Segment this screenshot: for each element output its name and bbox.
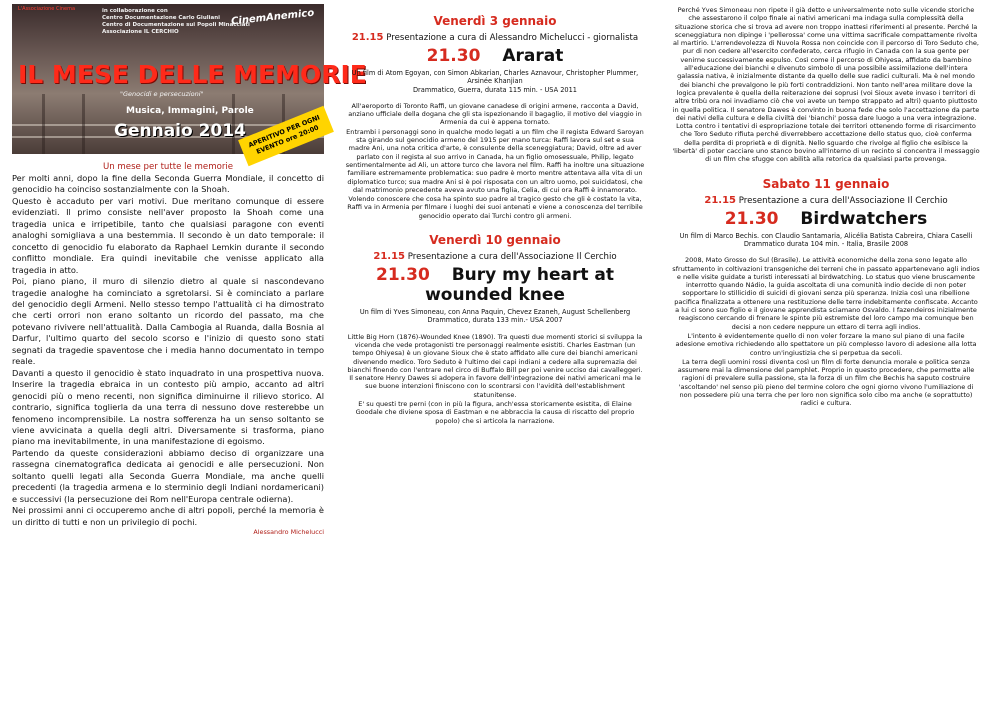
synopsis-paragraph: Little Big Horn (1876)-Wounded Knee (1890). Tra questi due momenti storici si sviluppa la vicenda che vede protagonisti tre personaggi realmente esistiti. Charles Eastman (un tempo Ohiyesa) è un giovane Sioux che è stato affidato alle cure dei bianchi americani divenendo medico. Toro Seduto è l'ultimo dei capi indiani a cedere alla supremazia dei bianchi finendo con l'entrare nel circo di Buffalo Bill per poi venire ucciso dai cavalleggeri. Il senatore Henry Dawes si adopera in favore dell'integrazione dei nativi americani ma le sue buone intenzioni finiscono con lo scontrarsi con l'avidità dell'establishment statunitense. (347, 332, 643, 399)
intro-paragraph: Per molti anni, dopo la fine della Seconda Guerra Mondiale, il concetto di genocidio ha coinciso sostanzialmente con la Shoah. (12, 173, 324, 195)
intro-paragraph: Davanti a questo il genocidio è stato inquadrato in una prospettiva nuova. Inserire la tragedia ebraica in un contesto più ampio, accanto ad altri genocidi più o meno recenti, non significa diminuirne il rilievo storico. Al contrario, significa toglierla da una terra di nessuno dove resterebbe un fenomeno incomprensibile. La nostra sofferenza ha un senso soltanto se viene avvicinata a quella degli altri. Diversamente si trasforma, piano piano ma inevitabilmente, in una manifestazione di egoismo. (12, 367, 324, 447)
poster-date: Gennaio 2014 (114, 121, 246, 141)
film-credits: Un film di Atom Egoyan, con Simon Abkarian, Charles Aznavour, Christopher Plummer, Arsinée Khanjian (351, 69, 639, 86)
film-heading-1 (345, 46, 645, 66)
film-time: 21.30 (376, 265, 430, 286)
intro-text (12, 173, 324, 528)
intro-paragraph: Poi, piano piano, il muro di silenzio dietro al quale si nascondevano tragedie analoghe ha cominciato a sgretolarsi. Si è cominciato a parlare del genocidio degli Armeni. Nello stesso tempo l'attualità ci ha dimostrato che certi orrori non erano soltanto un ricordo del passato, ma che potevano rivivere nell'attualità. Dalla Cambogia al Ruanda, dalla Bosnia al Darfur, l'ultimo quarto del secolo scorso e l'inizio di questo sono stati segnati da tragedie spaventose che i media hanno documentato in tempo reale. (12, 276, 324, 367)
film-title: Ararat (502, 46, 564, 66)
signature: Alessandro Michelucci (253, 528, 324, 537)
film-time: 21.30 (426, 46, 481, 66)
synopsis-paragraph: Perché Yves Simoneau non ripete il già detto e universalmente noto sulle vicende storiche che assestarono il colpo finale ai nativi americani ma indaga sulla complessità della situazione storica che si trova ad avere non troppo inattesi riferimenti al presente. Perché la sceneggiatura non dipinge i 'pellerossa' come una vittima sacrificale compattamente rivolta al martirio. L'arrendevolezza di Nuvola Rossa non coincide con il percorso di Toro Seduto che, pur di non cedere all'esercito confederato, cerca rifugio in Canada con la sua gente per venirne successivamente espulso. Così come il percorso di Ohiyesa, affidato da bambino all'educazione dei bianchi e divenuto simbolo di una possibile assimilazione dell'intera galassia nativa, è inizialmente distante da quello delle sue radici culturali. Ma è nel mondo dei bianchi che prevalgono le più forti contraddizioni. Non tanto nell'area militare dove la logica prevalente è quella della reiterazione dei soprusi (voi Sioux avete invaso i territori di altre tribù ora noi invadiamo ciò che voi avete un tempo strappato ad altri) quanto piuttosto in quella politica. Il senatore Dawes è convinto in buona fede che solo l'accettazione da parte dei nativi della cultura e della civiltà dei 'bianchi' possa dare luogo a una vera integrazione. Lotta contro i tentativi di espropriazione totale dei territori ottenendo forme di risarcimento che Toro Seduto rifiuta perché diverrebbero accettazione dello status quo, cioè conferma della perdita di proprietà e di dignità. Nello sguardo che rivolge al figlio che esibisce la 'libertà' di poter cacciare uno stanco bovino all'interno di un recinto si concentra il messaggio di un film che sfugge con abilità alla retorica da qualsiasi parte provenga. (672, 6, 980, 164)
film-time: 21.30 (724, 208, 779, 229)
synopsis-paragraph: Volendo conoscere che cosa ha spinto suo padre al tragico gesto che gli è costato la vita, Raffi va in Armenia per filmare i luoghi dei suoi antenati e viene a conoscenza del terribile genocidio operato dai Turchi contro gli armeni. (347, 195, 643, 220)
film-heading-3 (672, 209, 980, 229)
synopsis-paragraph: La terra degli uomini rossi diventa così un film di forte denuncia morale e politica senza assumere mai la dimensione del pamphlet. Proprio in questo procedere, che permette alle ragioni di prevalere sulla passione, sta la forza di un film che Bechis ha saputo costruire 'ascoltando' nel senso più pieno del termine coloro che ogni giorno vivono l'umiliazione di non possedere più una terra che per loro non significa solo cibo ma anche (e soprattutto) radici e cultura. (677, 357, 975, 408)
presentation-time: 21.15 (373, 251, 405, 263)
film-details: Drammatico, durata 133 min.- USA 2007 (427, 316, 563, 325)
film-synopsis-2 (345, 333, 645, 425)
intro-paragraph: Partendo da queste considerazioni abbiamo deciso di organizzare una rassegna cinematografica dedicata ai genocidi e alle persecuzioni. Non soltanto quelli legati alla Seconda Guerra Mondiale, ma anche quelli precedenti (la tragedia armena e lo sterminio degli Indiani nordamericani) e successivi (la persecuzione dei Rom nell'Europa centrale odierna). (12, 447, 324, 504)
film-heading-2 (345, 265, 645, 305)
film-credits: Un film di Marco Bechis. con Claudio Santamaria, Alicélia Batista Cabreira, Chiara Caselli (679, 231, 973, 240)
cinema-logo: CinemAnemico (230, 7, 315, 28)
synopsis-paragraph: L'intento è evidentemente quello di non voler forzare la mano sul piano di una facile adesione emotiva richiedendo allo spettatore un più complesso lavoro di adesione alla lotta contro un'ingiustizia che si perpetua da secoli. (675, 331, 977, 357)
presentation-line-1 (345, 32, 645, 44)
poster-title: IL MESE DELLE MEMORIE (18, 60, 367, 89)
film-credits: Un film di Yves Simoneau, con Anna Paquin, Chevez Ezaneh, August Schellenberg (359, 308, 631, 317)
presentation-text: Presentazione a cura dell'Associazione Il Cerchio (738, 195, 948, 206)
film-details: Drammatico, Guerra, durata 115 min. - USA 2011 (412, 85, 577, 94)
column-intro (12, 0, 367, 701)
film-title: Bury my heart at wounded knee (425, 265, 614, 306)
presentation-line-2 (345, 251, 645, 263)
poster-subtitle: "Genocidi e persecuzioni" (120, 90, 204, 98)
poster-tiny-line: L'Associazione Cinema (18, 6, 76, 12)
presentation-line-3 (672, 195, 980, 207)
column-events-2 (672, 0, 980, 701)
film-synopsis-3 (672, 256, 980, 407)
film-synopsis-1 (345, 102, 645, 220)
presentation-time: 21.15 (704, 194, 736, 206)
event-day-3: Sabato 11 gennaio (762, 176, 890, 191)
event-day-2: Venerdì 10 gennaio (429, 233, 561, 248)
film-synopsis-2-continued (672, 6, 980, 164)
presentation-text: Presentazione a cura di Alessandro Michelucci - giornalista (386, 33, 639, 43)
presentation-text: Presentazione a cura dell'Associazione Il Cerchio (407, 252, 617, 263)
synopsis-paragraph: E' su questi tre perni (con in più la figura, anch'essa storicamente esistita, di Elaine Goodale che diviene sposa di Eastman e ne abbraccia la causa di riscatto del proprio popolo) che si articola la narrazione. (355, 400, 635, 425)
intro-paragraph: Nei prossimi anni ci occuperemo anche di altri popoli, perché la memoria è un diritto di tutti e non un privilegio di pochi. (12, 505, 324, 527)
intro-lead: Un mese per tutte le memorie (102, 162, 234, 172)
synopsis-paragraph: Entrambi i personaggi sono in qualche modo legati a un film che il regista Edward Saroyan sta girando sul genocidio armeno del 1915 per mano turca: Raffi lavora sul set e sua madre Ani, una nota critica d'arte, è consulente della sceneggiatura; David, oltre ad aver parlato con il regista al suo arrivo in Canada, ha un figlio omosessuale, Philip, legato sentimentalmente ad Ali, un attore turco che lavora nel film. Raffi ha inoltre una situazione familiare estremamente problematica: suo padre è morto mentre attentava alla vita di un diplomatico turco; sua madre Ani si è poi risposata con un altro uomo, poi suicidatosi, che dal matrimonio precedente aveva avuto una figlia, Celia, di cui ora Raffi è innamorato. (345, 127, 645, 194)
intro-paragraph: Questo è accaduto per vari motivi. Due meritano comunque di essere evidenziati. Il primo consiste nell'aver proposto la Shoah come una tragedia unica e irripetibile, tanto che qualsiasi paragone con eventi analoghi somigliava a una bestemmia. Il secondo è un dato temporale: il concetto di genocidio fu elaborato da Raphael Lemkin durante il secondo conflitto mondiale. Era quindi inevitabile che venisse applicato alla tragedia in atto. (12, 195, 324, 275)
synopsis-paragraph: All'aeroporto di Toronto Raffi, un giovane canadese di origini armene, racconta a David, anziano ufficiale della dogana che gli sta ispezionando il bagaglio, il motivo del viaggio in Armenia da cui è appena tornato. (348, 101, 642, 127)
poster-banner (12, 4, 367, 156)
synopsis-paragraph: 2008, Mato Grosso do Sul (Brasile). Le attività economiche della zona sono legate allo sfruttamento in coltivazioni transgeniche dei terreni che in passato appartenevano agli indios e nelle visite guidate a turisti interessati al birdwatching. Lo status quo viene bruscamente interrotto quando Nádio, la guida ascoltata di una comunità indio decide di non poter sopportare lo stillicidio di suicidi di giovani senza più speranza. Inizia così una ribellione pacifica finalizzata a ottenere una restituzione delle terre indebitamente confiscate. Accanto a lui ci sono suo figlio e il giovane apprendista sciamano Osvaldo. I fazendeiros inizialmente reagiscono cercando di frenare le spinte più estremiste del loro campo ma comunque ben decisi a non cedere neppure un ettaro di terra agli indios. (672, 256, 980, 331)
column-events-1 (345, 0, 645, 701)
poster-genres: Musica, Immagini, Parole (126, 106, 254, 116)
poster-collaborators: in collaborazione con Centro Documentazione Carlo Giuliani Centro di Documentazione sui Popoli Minacciati Associazione IL CERCHIO (102, 8, 250, 35)
event-day-1: Venerdì 3 gennaio (433, 14, 557, 28)
film-title: Birdwatchers (800, 208, 928, 229)
aperitivo-stamp: APERITIVO PER OGNI EVENTO ore 20:00 (238, 106, 334, 166)
film-details: Drammatico durata 104 min. - Italia, Brasile 2008 (743, 239, 909, 248)
presentation-time: 21.15 (351, 32, 384, 43)
